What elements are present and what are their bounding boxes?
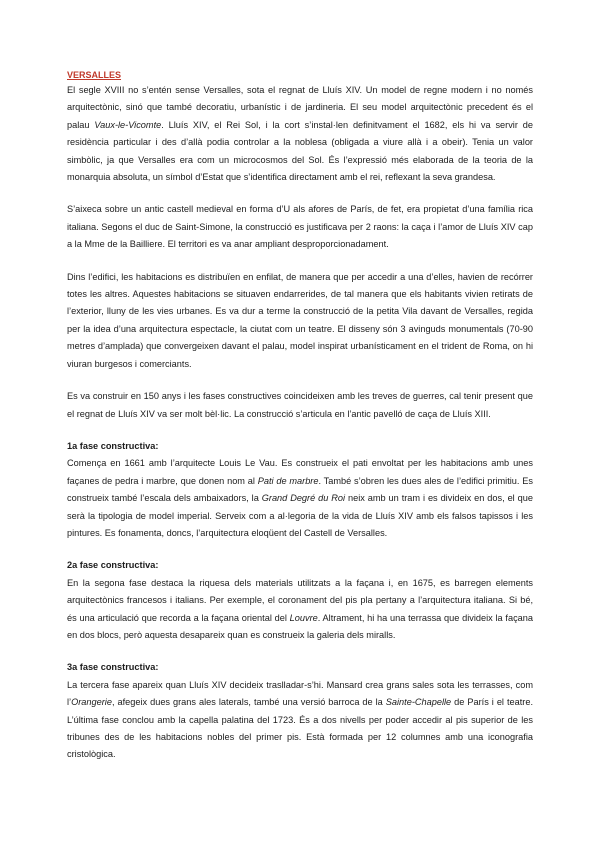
phase-3-heading: 3a fase constructiva: xyxy=(67,662,159,673)
phase-2-heading: 2a fase constructiva: xyxy=(67,560,159,571)
emphasis-vaux: Vaux-le-Vicomte xyxy=(94,119,162,130)
phase-1-text: Comença en 1661 amb l’arquitecte Louis Le Vau. Es construeix el pati envoltat per les habitacions amb unes façanes de pedra i marbre, que donen nom al Pati de marbre. També s’obren les dues ales de l’edifici primitiu. Es construeix també l’escala dels ambaixadors, la Grand Degré du Roi neix amb un tram i es divideix en dos, el que serà la tipologia de model imperial. Serveix com a al·legoria de la vida de Lluís XIV amb els falsos tapissos i les pintures. Es fonamenta, doncs, l’arquitectura eloqüent del Castell de Versalles. xyxy=(67,458,533,538)
paragraph-location: S’aixeca sobre un antic castell medieval en forma d’U als afores de París, de fet, era propietat d’una família rica italiana. Segons el duc de Saint-Simone, la construcció es justificava per 2 raons: la caça i l’amor de Lluís XIV cap a la Mme de la Bailliere. El territori es va anar ampliant desproporcionadament. xyxy=(67,204,533,250)
phase-1-heading: 1a fase constructiva: xyxy=(67,440,159,451)
intro-paragraph: El segle XVIII no s’entén sense Versalles, sota el regnat de Lluís XIV. Un model de regne modern i no només arquitectònic, sinó que també decoratiu, urbanístic i de jardineria. El seu model arquitectònic precedent és el palau Vaux-le-Vicomte. Lluís XIV, el Rei Sol, i la cort s’instal·len definitvament el 1682, els hi va servir de residència particular i des d’allà podia controlar a la noblesa (obligada a viure allà i a obeir). Tenia un valor simbòlic, ja que Versalles era com un microcosmos del Sol. És l’expressió més elaborada de la teoria de la monarquia absoluta, un símbol d’Estat que s’identifica directament amb el rei, reflexant la seva grandesa. xyxy=(67,85,533,183)
document-page xyxy=(67,68,533,764)
phase-2-text: En la segona fase destaca la riquesa dels materials utilitzats a la façana i, en 1675, es barregen elements arquitectònics francesos i italians. Per exemple, el coronament del pis pla pertany a l’arquitectura italiana. Si bé, és una articulació que recorda a la façana oriental del Louvre. Altrament, hi ha una terrassa que divideix la façana en dos blocs, però aquesta desapareix quan es construeix la galeria dels miralls. xyxy=(67,577,534,640)
document-title: VERSALLES xyxy=(67,70,122,80)
phase-3-text: La tercera fase apareix quan Lluís XIV decideix traslladar-s’hi. Mansard crea grans sales sota les terrasses, com l’Orangerie, afegeix dues grans ales laterals, també una versió barroca de la Sainte-Chapelle de París i el teatre. L’última fase conclou amb la capella palatina del 1723. És a dos nivells per poder accedir al pis superior de les tribunes des de les habitacions nobles del primer pis. Està formada per 12 columnes amb una iconografia cristològica. xyxy=(67,679,533,760)
paragraph-rooms: Dins l’edifici, les habitacions es distribuïen en enfilat, de manera que per accedir a una d’elles, havien de recórrer totes les altres. Aquestes habitacions se situaven endarrerides, de tal manera que els habitants vivien retirats de l’exterior, lluny de les vies urbanes. Es va dur a terme la construcció de la petita Vila davant de Versalles, regida per la idea d’una arquitectura espectacle, la ciutat com un teatre. El disseny són 3 avinguds monumentals (70-90 metres d’amplada) que convergeixen davant el palau, model inspirat urbanísticament en el trident de Roma, on hi viuran burgesos i comerciants. xyxy=(67,271,533,369)
paragraph-construction: Es va construir en 150 anys i les fases constructives coincideixen amb les treves de guerres, cal tenir present que el regnat de Lluís XIV va ser molt bèl·lic. La construcció s’articula en l’antic pavelló de caça de Lluís XIII. xyxy=(67,391,533,419)
